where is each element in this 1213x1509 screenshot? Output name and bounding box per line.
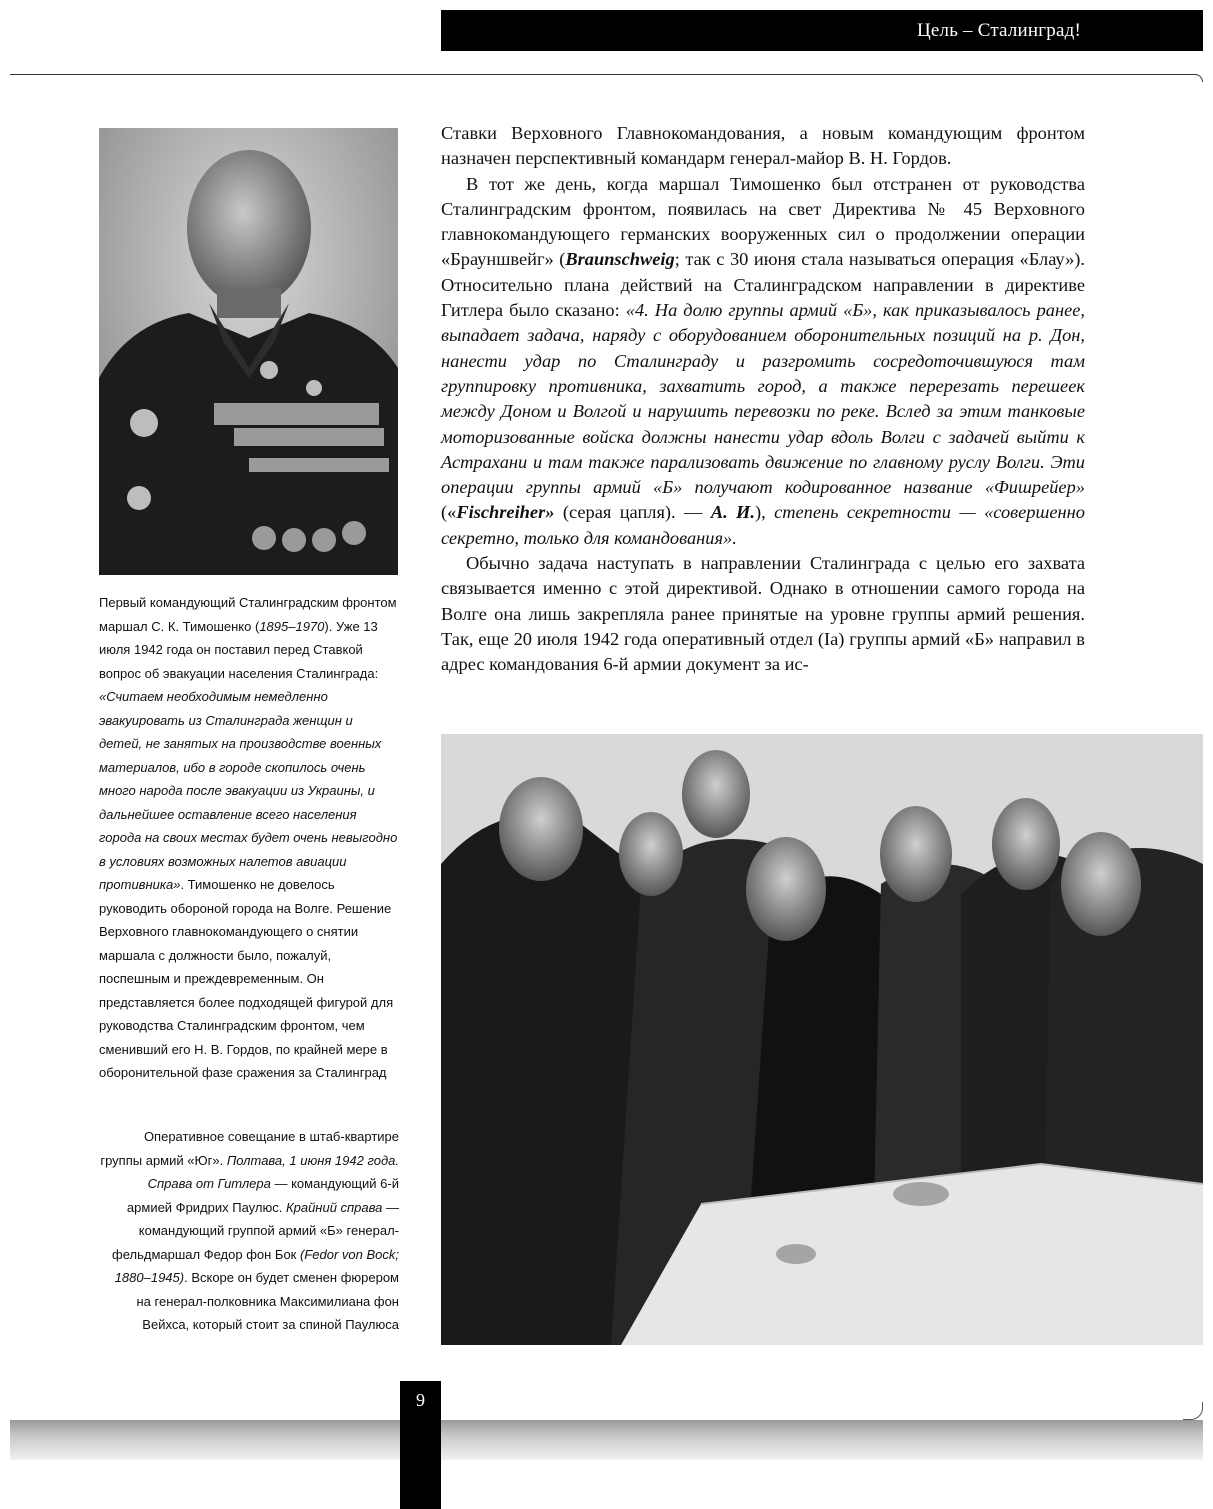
running-title: Цель – Сталинград!: [917, 19, 1081, 41]
paragraph-1: Ставки Верховного Главнокомандования, а новым командующим фронтом назначен перспективный командарм генерал-майор В. Н. Гордов.: [441, 123, 1085, 169]
header-rule-corner: [1183, 74, 1203, 82]
meeting-caption: Оперативное совещание в штаб-квартире группы армий «Юг». Полтава, 1 июня 1942 года. Справа от Гитлера — командующий 6-й армией Фридрих Паулюс. Крайний справа — командующий группой армий «Б» генерал-фельдмаршал Федор фон Бок (Fedor von Bock; 1880–1945). Вскоре он будет сменен фюрером на генерал-полковника Максимилиана фон Вейхса, который стоит за спиной Паулюса: [100, 1129, 399, 1332]
portrait-photo: [99, 128, 398, 575]
staff-meeting-photo: [441, 734, 1203, 1345]
page-number: 9: [400, 1381, 441, 1509]
header-rule: [10, 74, 1193, 75]
running-header: [441, 10, 1203, 51]
footer-rule-corner: [1183, 1402, 1203, 1420]
paragraph-2: В тот же день, когда маршал Тимошенко был отстранен от руководства Сталинградским фронтом, появилась на свет Директива № 45 Верховного главнокомандующего германских вооруженных сил о продолжении операции «Брауншвейг» (Braunschweig; так с 30 июня стала называться операция «Блау»). Относительно плана действий на Сталинградском направлении в директиве Гитлера было сказано: «4. На долю группы армий «Б», как приказывалось ранее, выпадает задача, наряду с оборудованием оборонительных позиций на р. Дон, нанести удар по Сталинграду и разгромить сосредоточившуюся там группировку противника, захватить город, а также перерезать перешеек между Доном и Волгой и нарушить перевозки по реке. Вслед за этим танковые моторизованные войска должны нанести удар вдоль Волги с задачей выйти к Астрахани и там также парализовать движение по главному руслу Волги. Эти операции группы армий «Б» получают кодированное название «Фишрейер» («Fischreiher» (серая цапля). — А. И.), степень секретности — «совершенно секретно, только для командования».: [441, 173, 1086, 548]
footer-shadow: [10, 1420, 1203, 1460]
paragraph-3: Обычно задача наступать в направлении Сталинграда с целью его захвата связывается именно с этой директивой. Однако в отношении самого города на Волге она лишь закрепляла ранее принятые на уровне группы армий решения. Так, еще 20 июля 1942 года оперативный отдел (Ia) группы армий «Б» направил в адрес командования 6-й армии документ за ис-: [441, 553, 1085, 675]
portrait-caption: Первый командующий Сталинградским фронтом маршал С. К. Тимошенко (1895–1970). Уже 13 июля 1942 года он поставил перед Ставкой вопрос об эвакуации населения Сталинграда: «Считаем необходимым немедленно эвакуировать из Сталинграда женщин и детей, не занятых на производстве военных материалов, ибо в городе скопилось очень много народа после эвакуации из Украины, и дальнейшее оставление всего населения города на своих местах будет очень невыгодно в условиях возможных налетов авиации противника». Тимошенко не довелось руководить обороной города на Волге. Решение Верховного главнокомандующего о снятии маршала с должности было, пожалуй, поспешным и преждевременным. Он представляется более подходящей фигурой для руководства Сталинградским фронтом, чем сменивший его Н. В. Гордов, по крайней мере в оборонительной фазе сражения за Сталинград: [99, 595, 398, 1080]
article-body: [441, 121, 1085, 678]
